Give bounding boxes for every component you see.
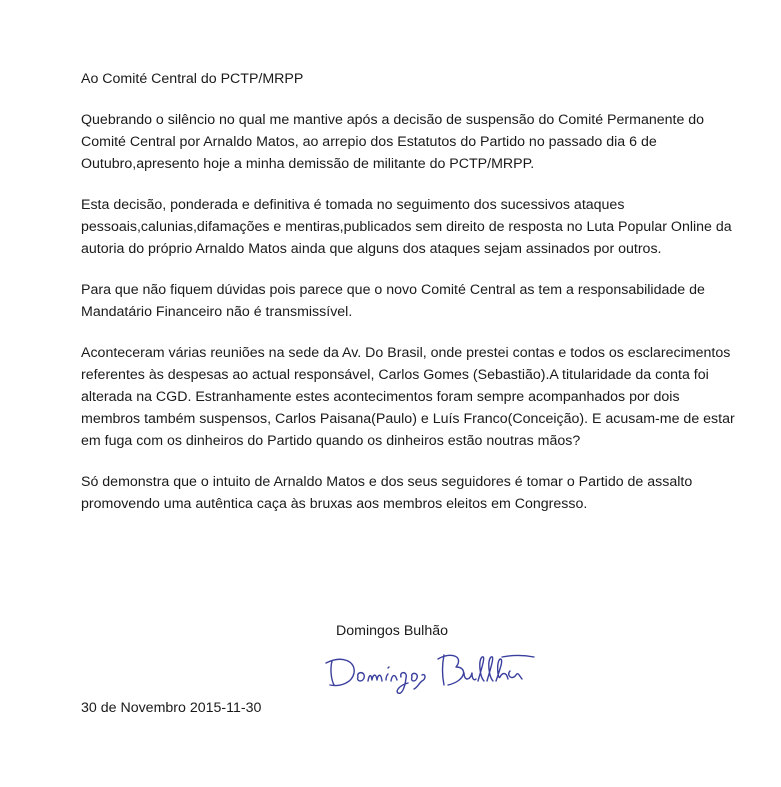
paragraph-3: Para que não fiquem dúvidas pois parece que o novo Comité Central as tem a responsabilidade de Mandatário Financeiro não é transmissível. (81, 282, 705, 320)
paragraph-2: Esta decisão, ponderada e definitiva é tomada no seguimento dos sucessivos ataques pessoais,calunias,difamações e mentiras,publicados sem direito de resposta no Luta Popular Online da autoria do próprio Arnaldo Matos ainda que alguns dos ataques sejam assinados por outros. (81, 197, 732, 257)
paragraph-4: Aconteceram várias reuniões na sede da Av. Do Brasil, onde prestei contas e todos os esclarecimentos referentes às despesas ao actual responsável, Carlos Gomes (Sebastião).A titularidade da conta foi alterada na CGD. Estranhamente estes acontecimentos foram sempre acompanhados por dois membros também suspensos, Carlos Paisana(Paulo) e Luís Franco(Conceição). E acusam-me de estar em fuga com os dinheiros do Partido quando os dinheiros estão noutras mãos? (81, 345, 735, 449)
salutation: Ao Comité Central do PCTP/MRPP (81, 71, 304, 87)
letter-date: 30 de Novembro 2015-11-30 (81, 700, 262, 716)
paragraph-5: Só demonstra que o intuito de Arnaldo Matos e dos seus seguidores é tomar o Partido de assalto promovendo uma autêntica caça às bruxas aos membros eleitos em Congresso. (81, 474, 693, 512)
paragraph-1: Quebrando o silêncio no qual me mantive após a decisão de suspensão do Comité Permanente do Comité Central por Arnaldo Matos, ao arrepio dos Estatutos do Partido no passado dia 6 de Outubro,apresento hoje a minha demissão de militante do PCTP/MRPP. (81, 112, 705, 172)
signer-name: Domingos Bulhão (336, 623, 448, 639)
handwritten-signature (322, 647, 537, 699)
letter-body (81, 68, 741, 534)
